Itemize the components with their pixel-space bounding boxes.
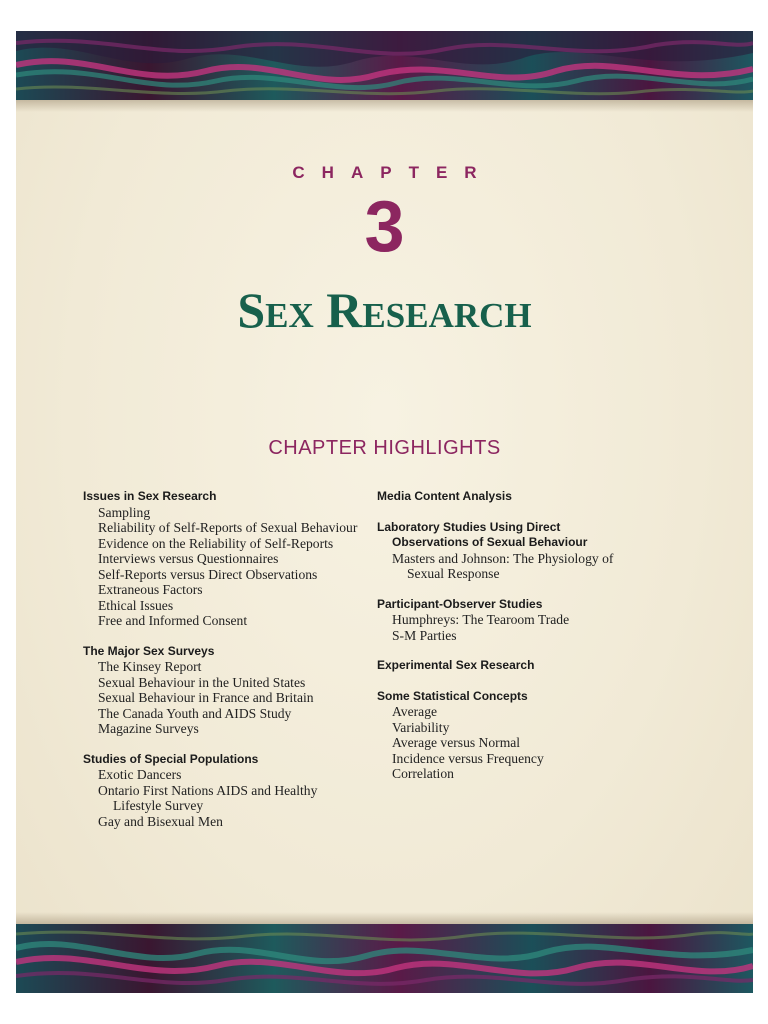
section-item: Interviews versus Questionnaires — [98, 551, 279, 566]
top-band-shadow — [16, 100, 753, 112]
section-item: Extraneous Factors — [98, 582, 203, 597]
section-item: Exotic Dancers — [98, 767, 182, 782]
section-heading: Experimental Sex Research — [377, 658, 535, 672]
section-item: The Canada Youth and AIDS Study — [98, 705, 292, 721]
section-heading: Studies of Special Populations — [83, 751, 259, 766]
section-item: Humphreys: The Tearoom Trade — [392, 612, 570, 627]
book-page — [16, 31, 753, 993]
section-item: Average — [392, 704, 438, 719]
highlight-section — [377, 489, 707, 505]
section-item: Sexual Behaviour in France and Britain — [98, 690, 314, 705]
section-item: Gay and Bisexual Men — [98, 813, 223, 829]
chapter-number: 3 — [364, 187, 405, 267]
section-item: Average versus Normal — [392, 735, 521, 750]
highlight-section — [377, 658, 707, 674]
chapter-title: Sex Research — [237, 282, 532, 338]
section-item: Free and Informed Consent — [98, 613, 248, 628]
section-item-text: Masters and Johnson: The Physiology of — [392, 550, 614, 566]
section-item: Incidence versus Frequency — [392, 750, 544, 766]
highlight-section — [377, 520, 707, 582]
section-heading-continuation: Observations of Sexual Behaviour — [392, 535, 588, 549]
section-item-text: Ontario First Nations AIDS and Healthy — [98, 782, 318, 798]
section-item — [83, 783, 383, 814]
section-item: The Kinsey Report — [98, 659, 202, 674]
section-heading: Media Content Analysis — [377, 489, 512, 503]
highlights-right-column — [377, 489, 707, 797]
decorative-top-band — [16, 31, 753, 100]
highlight-section — [377, 689, 707, 782]
section-heading — [377, 520, 707, 551]
section-heading-text: Laboratory Studies Using Direct — [377, 519, 561, 534]
section-item: Sampling — [98, 504, 151, 520]
highlight-section — [83, 752, 383, 830]
highlight-section — [83, 489, 383, 629]
section-item: Correlation — [392, 766, 454, 781]
section-item: Ethical Issues — [98, 597, 174, 613]
section-item: Reliability of Self-Reports of Sexual Behaviour — [98, 520, 358, 535]
section-item-continuation: Sexual Response — [407, 566, 500, 581]
section-item — [377, 551, 707, 582]
section-heading: Some Statistical Concepts — [377, 688, 528, 703]
section-item: Sexual Behaviour in the United States — [98, 674, 306, 690]
section-item: Self-Reports versus Direct Observations — [98, 566, 318, 582]
section-item: Evidence on the Reliability of Self-Reports — [98, 535, 334, 551]
section-item-continuation: Lifestyle Survey — [113, 798, 204, 813]
highlight-section — [377, 597, 707, 644]
section-heading: Participant-Observer Studies — [377, 596, 543, 611]
section-heading: The Major Sex Surveys — [83, 643, 215, 658]
highlight-section — [83, 644, 383, 737]
bottom-band-shadow — [16, 912, 753, 924]
highlights-left-column — [83, 489, 383, 844]
section-heading: Issues in Sex Research — [83, 489, 217, 503]
section-item: S-M Parties — [392, 627, 457, 643]
chapter-label: CHAPTER — [292, 163, 494, 182]
section-item: Variability — [392, 719, 450, 735]
decorative-bottom-band — [16, 924, 753, 993]
highlights-heading: CHAPTER HIGHLIGHTS — [268, 437, 501, 459]
section-item: Magazine Surveys — [98, 721, 199, 736]
